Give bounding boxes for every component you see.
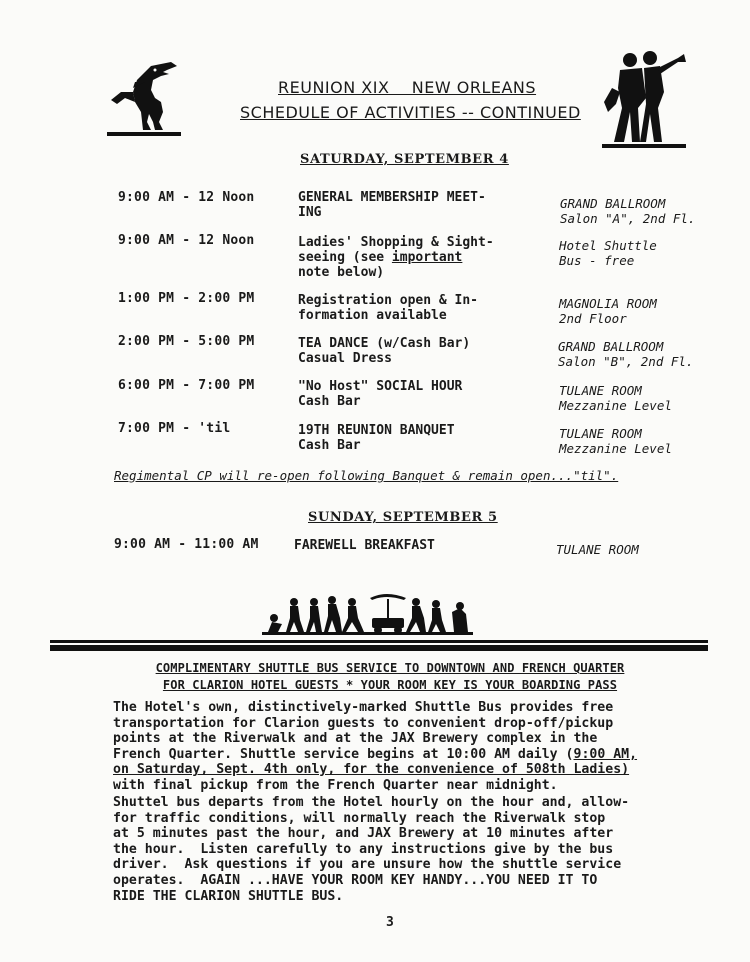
event-activity-emphasis: important bbox=[391, 250, 463, 265]
event-location: MAGNOLIA ROOM 2nd Floor bbox=[559, 296, 657, 326]
event-activity-text: note below) bbox=[298, 265, 385, 280]
event-time: 7:00 PM - 'til bbox=[118, 421, 231, 436]
event-activity: Registration open & In- formation available bbox=[298, 293, 479, 323]
event-activity-text: Ladies' Shopping & Sight- seeing (see bbox=[298, 235, 494, 265]
day-heading-sunday: SUNDAY, SEPTEMBER 5 bbox=[308, 510, 498, 525]
shuttle-paragraph-1 bbox=[113, 700, 637, 794]
shuttle-paragraph-text: The Hotel's own, distinctively-marked Shuttle Bus provides free transportation for Clarion guests to convenient drop-off/pickup points at the Riverwalk and at the JAX Brewery complex in the French Quarter. Shuttle service begins at 10:00 AM daily ( bbox=[113, 700, 614, 762]
event-location: GRAND BALLROOM Salon "B", 2nd Fl. bbox=[558, 339, 694, 369]
shuttle-paragraph-text: with final pickup from the French Quarter near midnight. bbox=[113, 777, 558, 793]
page-number: 3 bbox=[386, 915, 394, 930]
shuttle-paragraph-2: Shuttel bus departs from the Hotel hourly on the hour and, allow- for traffic conditions, will normally reach the Riverwalk stop at 5 minutes past the hour, and JAX Brewery at 10 minutes after the hour. Listen carefully to any instructions give by the bus driver. Ask questions if you are unsure how the shuttle service operates. AGAIN ...HAVE YOUR ROOM KEY HANDY...YOU NEED IT TO RIDE THE CLARION SHUTTLE BUS. bbox=[113, 795, 630, 904]
event-activity bbox=[298, 235, 494, 280]
section-divider bbox=[50, 645, 708, 651]
event-time: 6:00 PM - 7:00 PM bbox=[118, 378, 255, 393]
shuttle-title-line2: FOR CLARION HOTEL GUESTS * YOUR ROOM KEY IS YOUR BOARDING PASS bbox=[162, 678, 618, 692]
event-location: TULANE ROOM bbox=[556, 542, 639, 557]
event-location: TULANE ROOM Mezzanine Level bbox=[559, 426, 672, 456]
event-time: 1:00 PM - 2:00 PM bbox=[118, 291, 255, 306]
jazz-musicians-icon bbox=[598, 48, 690, 154]
event-activity: GENERAL MEMBERSHIP MEET- ING bbox=[298, 190, 486, 220]
event-activity: "No Host" SOCIAL HOUR Cash Bar bbox=[298, 379, 463, 409]
event-time: 9:00 AM - 12 Noon bbox=[118, 190, 255, 205]
event-time: 9:00 AM - 11:00 AM bbox=[114, 537, 259, 552]
parade-dancers-icon bbox=[260, 590, 475, 638]
event-activity: 19TH REUNION BANQUET Cash Bar bbox=[298, 423, 455, 453]
page-subtitle: SCHEDULE OF ACTIVITIES -- CONTINUED bbox=[240, 103, 581, 122]
event-activity: TEA DANCE (w/Cash Bar) Casual Dress bbox=[298, 336, 471, 366]
event-time: 2:00 PM - 5:00 PM bbox=[118, 334, 255, 349]
event-activity: FAREWELL BREAKFAST bbox=[294, 538, 435, 553]
event-location: GRAND BALLROOM Salon "A", 2nd Fl. bbox=[560, 196, 696, 226]
section-divider bbox=[50, 640, 708, 643]
regimental-note: Regimental CP will re-open following Banquet & remain open..."til". bbox=[114, 468, 619, 483]
day-heading-saturday: SATURDAY, SEPTEMBER 4 bbox=[300, 152, 509, 167]
shuttle-title-line1: COMPLIMENTARY SHUTTLE BUS SERVICE TO DOWNTOWN AND FRENCH QUARTER bbox=[155, 661, 625, 675]
page-title: REUNION XIX NEW ORLEANS bbox=[278, 78, 537, 97]
event-location: Hotel Shuttle Bus - free bbox=[559, 238, 657, 268]
shuttle-paragraph-emphasis: 9:00 AM, on Saturday, Sept. 4th only, for the convenience of 508th Ladies) bbox=[113, 746, 638, 778]
event-time: 9:00 AM - 12 Noon bbox=[118, 233, 255, 248]
event-location: TULANE ROOM Mezzanine Level bbox=[559, 383, 672, 413]
alligator-icon bbox=[105, 58, 183, 140]
